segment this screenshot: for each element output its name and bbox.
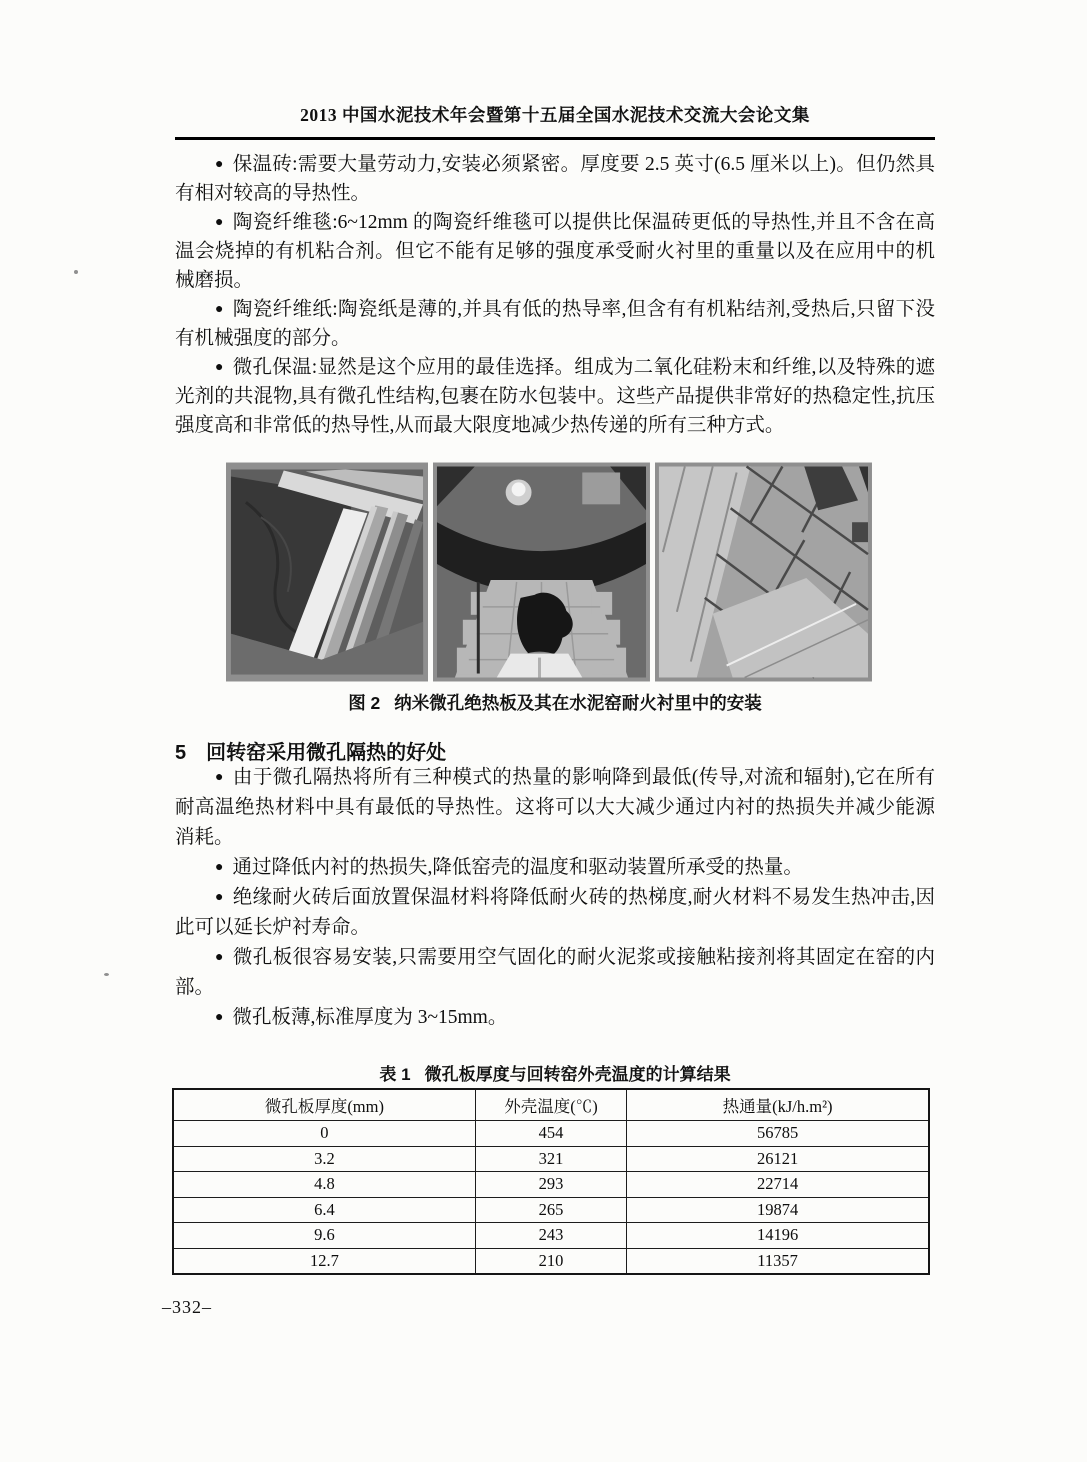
section-title: 回转窑采用微孔隔热的好处: [206, 742, 447, 764]
cell-thickness: 4.8: [173, 1172, 475, 1198]
cell-thickness: 6.4: [173, 1197, 475, 1223]
cell-shell-temp: 293: [475, 1172, 626, 1198]
table-caption: [175, 1060, 935, 1085]
cell-heat-flux: 14196: [627, 1223, 929, 1249]
cell-thickness: 3.2: [173, 1146, 475, 1172]
cell-shell-temp: 243: [475, 1223, 626, 1249]
cell-heat-flux: 22714: [627, 1172, 929, 1198]
materials-bullet-list: [175, 150, 935, 440]
bullet-icon: ●: [214, 360, 224, 375]
bullet-icon: ●: [214, 1010, 224, 1025]
bullet-item: [175, 150, 935, 208]
table-row: [173, 1121, 929, 1147]
figure-caption: [175, 690, 935, 715]
scan-speck: [104, 973, 109, 976]
microporous-panels-photo: [226, 462, 428, 682]
column-header-thickness: 微孔板厚度(mm): [173, 1089, 475, 1121]
figure-caption-label: 图 2: [348, 693, 381, 713]
kiln-interior-photo: [433, 462, 650, 682]
bullet-text: 绝缘耐火砖后面放置保温材料将降低耐火砖的热梯度,耐火材料不易发生热冲击,因此可以延长炉衬寿命。: [175, 887, 935, 938]
bullet-icon: ●: [214, 890, 224, 905]
bullet-item: [175, 883, 935, 943]
figure-caption-text: 纳米微孔绝热板及其在水泥窑耐火衬里中的安装: [394, 693, 762, 713]
bullet-icon: ●: [214, 770, 224, 785]
proceedings-header: 2013 中国水泥技术年会暨第十五届全国水泥技术交流大会论文集: [300, 105, 810, 125]
bullet-text: 微孔保温:显然是这个应用的最佳选择。组成为二氧化硅粉末和纤维,以及特殊的遮光剂的共混物,具有微孔性结构,包裹在防水包装中。这些产品提供非常好的热稳定性,抗压强度高和非常低的热导性,从而最大限度地减少热传递的所有三种方式。: [175, 357, 935, 436]
cell-heat-flux: 19874: [627, 1197, 929, 1223]
header-rule: [175, 137, 935, 140]
bullet-text: 保温砖:需要大量劳动力,安装必须紧密。厚度要 2.5 英寸(6.5 厘米以上)。但仍然具有相对较高的导热性。: [175, 154, 935, 204]
bullet-text: 由于微孔隔热将所有三种模式的热量的影响降到最低(传导,对流和辐射),它在所有耐高温绝热材料中具有最低的导热性。这将可以大大减少通过内衬的热损失并减少能源消耗。: [175, 767, 935, 848]
brick-lining-photo: [655, 462, 872, 682]
bullet-item: [175, 208, 935, 295]
table-row: [173, 1146, 929, 1172]
bullet-item: [175, 353, 935, 440]
cell-heat-flux: 11357: [627, 1248, 929, 1274]
cell-thickness: 12.7: [173, 1248, 475, 1274]
cell-shell-temp: 321: [475, 1146, 626, 1172]
cell-shell-temp: 265: [475, 1197, 626, 1223]
column-header-shell-temp: 外壳温度(℃): [475, 1089, 626, 1121]
cell-heat-flux: 26121: [627, 1146, 929, 1172]
bullet-text: 陶瓷纤维纸:陶瓷纸是薄的,并具有低的热导率,但含有有机粘结剂,受热后,只留下没有机械强度的部分。: [175, 299, 935, 349]
table-row: [173, 1172, 929, 1198]
table-row: [173, 1223, 929, 1249]
results-table: [172, 1088, 930, 1275]
table-caption-text: 微孔板厚度与回转窑外壳温度的计算结果: [424, 1065, 731, 1084]
page-number: –332–: [162, 1297, 212, 1317]
cell-heat-flux: 56785: [627, 1121, 929, 1147]
bullet-icon: ●: [214, 157, 224, 172]
bullet-icon: ●: [214, 950, 224, 965]
table-caption-label: 表 1: [379, 1065, 411, 1084]
bullet-text: 微孔板很容易安装,只需要用空气固化的耐火泥浆或接触粘接剂将其固定在窑的内部。: [175, 947, 935, 998]
cell-shell-temp: 454: [475, 1121, 626, 1147]
bullet-item: [175, 295, 935, 353]
bullet-text: 微孔板薄,标准厚度为 3~15mm。: [232, 1007, 508, 1028]
cell-thickness: 0: [173, 1121, 475, 1147]
bullet-icon: ●: [214, 302, 224, 317]
bullet-icon: ●: [214, 860, 224, 875]
cell-thickness: 9.6: [173, 1223, 475, 1249]
figure-2-photos: [226, 462, 872, 682]
section-number: 5: [175, 742, 187, 764]
scan-speck: [74, 270, 78, 274]
section-5-heading: [175, 736, 446, 765]
bullet-item: [175, 763, 935, 853]
bullet-item: [175, 943, 935, 1003]
table-header-row: [173, 1089, 929, 1121]
bullet-icon: ●: [214, 215, 224, 230]
bullet-item: [175, 853, 935, 883]
column-header-heat-flux: 热通量(kJ/h.m²): [627, 1089, 929, 1121]
table-row: [173, 1197, 929, 1223]
cell-shell-temp: 210: [475, 1248, 626, 1274]
benefits-bullet-list: [175, 763, 935, 1033]
table-row: [173, 1248, 929, 1274]
bullet-text: 通过降低内衬的热损失,降低窑壳的温度和驱动装置所承受的热量。: [232, 857, 803, 878]
bullet-text: 陶瓷纤维毯:6~12mm 的陶瓷纤维毯可以提供比保温砖更低的导热性,并且不含在高温会烧掉的有机粘合剂。但它不能有足够的强度承受耐火衬里的重量以及在应用中的机械磨损。: [175, 212, 935, 291]
bullet-item: [175, 1003, 935, 1033]
